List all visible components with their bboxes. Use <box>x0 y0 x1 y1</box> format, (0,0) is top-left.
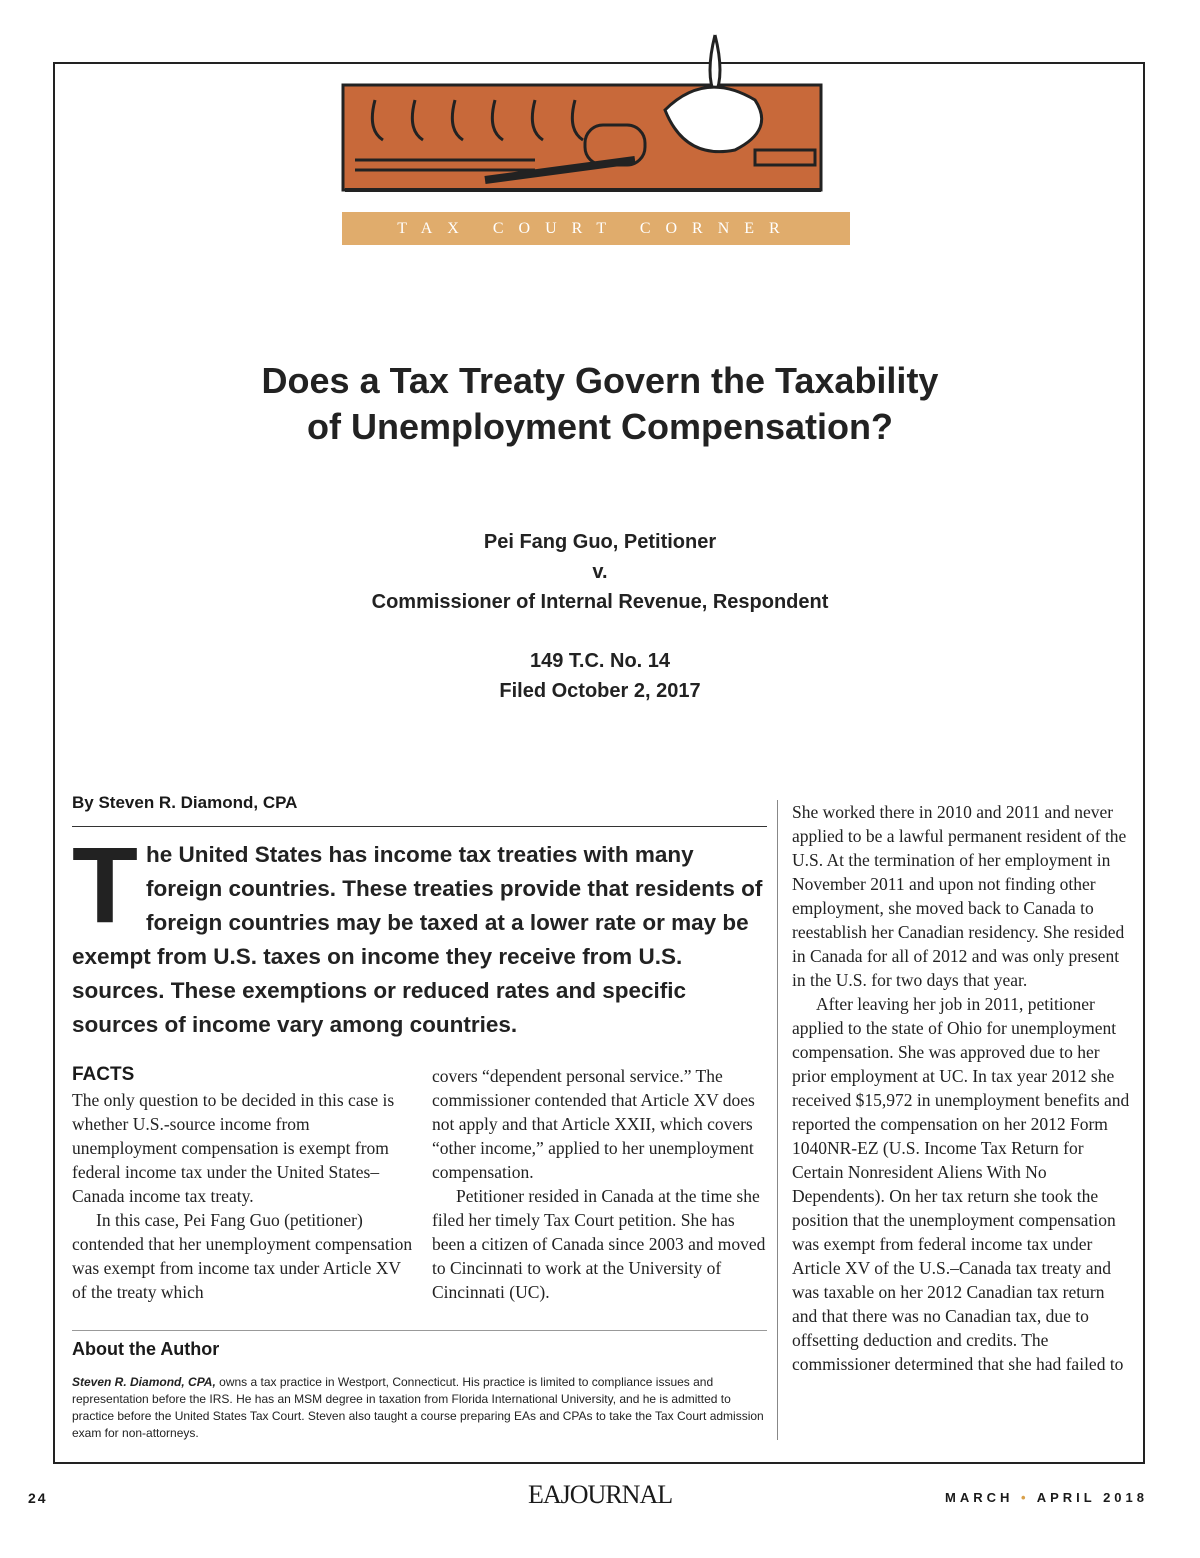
filed-date: Filed October 2, 2017 <box>499 680 701 702</box>
column-3 <box>792 800 1132 1376</box>
versus: v. <box>592 561 608 583</box>
paragraph: The only question to be decided in this case is whether U.S.-source income from unemployment compensation is exempt from federal income tax under the United States–Canada income tax treaty. <box>72 1090 395 1206</box>
page-number: 24 <box>28 1490 48 1506</box>
case-parties <box>200 527 1000 617</box>
paragraph: She worked there in 2010 and 2011 and never applied to be a lawful permanent resident of the U.S. At the termination of her employment in November 2011 and upon not finding other employment, she moved back to Canada to reestablish her Canadian residency. She resided in Canada for all of 2012 and was only present in the U.S. for two days that year. <box>792 802 1127 990</box>
drop-cap: T <box>72 824 138 945</box>
issue-month: MARCH <box>944 1490 1014 1505</box>
title-line-2: of Unemployment Compensation? <box>306 406 894 447</box>
article-title <box>100 358 1100 450</box>
column-1 <box>72 1088 417 1304</box>
byline: By Steven R. Diamond, CPA <box>72 793 298 812</box>
paragraph: covers “dependent personal service.” The commissioner contended that Article XV does not apply and that Article XXII, which covers “other income,” applied to her unemployment compensation. <box>432 1066 755 1182</box>
lead-paragraph <box>72 824 767 1042</box>
author-bio: owns a tax practice in Westport, Connecticut. His practice is limited to compliance issues and representation before the IRS. He has an MSM degree in taxation from Florida International University, and he is admitted to practice before the United States Tax Court. Steven also taught a course preparing EAs and CPAs to take the Tax Court admission exam for non-attorneys. <box>72 1375 764 1440</box>
case-number: 149 T.C. No. 14 <box>529 650 671 672</box>
section-banner <box>342 212 850 245</box>
journal-logo: EAJOURNAL <box>528 1480 673 1509</box>
about-author <box>72 1374 764 1442</box>
respondent: Commissioner of Internal Revenue, Respondent <box>371 591 829 613</box>
paragraph: In this case, Pei Fang Guo (petitioner) contended that her unemployment compensation was exempt from income tax under Article XV of the treaty which <box>72 1210 413 1302</box>
issue-separator: • <box>1021 1490 1030 1505</box>
divider <box>72 1330 767 1331</box>
title-line-1: Does a Tax Treaty Govern the Taxability <box>261 360 939 401</box>
issue-date <box>945 1490 1148 1505</box>
case-citation <box>300 646 900 706</box>
paragraph: Petitioner resided in Canada at the time she filed her timely Tax Court petition. She has been a citizen of Canada since 2003 and moved to Cincinnati to work at the University of Cincinnati (UC). <box>432 1186 766 1302</box>
section-label: TAX COURT CORNER <box>397 219 795 237</box>
petitioner: Pei Fang Guo, Petitioner <box>483 531 717 553</box>
column-divider <box>777 800 778 1440</box>
lead-text: he United States has income tax treaties with many foreign countries. These treaties provide that residents of foreign countries may be taxed at a lower rate or may be exempt from U.S. taxes on income they receive from U.S. sources. These exemptions or reduced rates and specific sources of income vary among countries. <box>72 842 763 1037</box>
issue-rest: APRIL 2018 <box>1036 1490 1148 1505</box>
facts-heading: FACTS <box>72 1064 135 1085</box>
tax-court-illustration <box>335 30 831 200</box>
author-name: Steven R. Diamond, CPA, <box>72 1375 216 1389</box>
divider <box>72 826 767 827</box>
paragraph: After leaving her job in 2011, petitioner applied to the state of Ohio for unemployment compensation. She was approved due to her prior employment at UC. In tax year 2012 she received $15,972 in unemployment benefits and reported the compensation on her 2012 Form 1040NR-EZ (U.S. Income Tax Return for Certain Nonresident Aliens With No Dependents). On her tax return she took the position that the unemployment compensation was exempt from federal income tax under Article XV of the U.S.–Canada tax treaty and was taxable on her 2012 Canadian tax return and that there was no Canadian tax, due to offsetting deduction and credits. The commissioner determined that she had failed to <box>792 994 1130 1374</box>
about-heading: About the Author <box>72 1339 220 1359</box>
column-2 <box>432 1064 772 1304</box>
